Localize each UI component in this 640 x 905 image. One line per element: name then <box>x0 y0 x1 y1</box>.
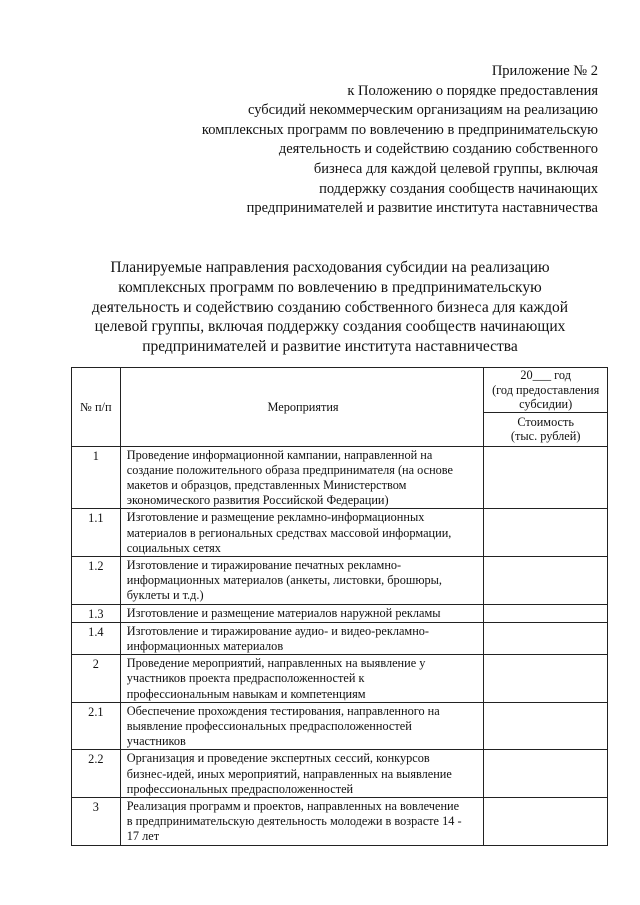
table-row <box>72 446 608 509</box>
activity-line: Проведение информационной кампании, направленной на <box>126 447 433 462</box>
activity-line: Проведение мероприятий, направленных на выявление у <box>126 656 426 671</box>
appendix-line: комплексных программ по вовлечению в предпринимательскую <box>201 121 598 138</box>
row-cost <box>484 750 608 798</box>
appendix-line: бизнеса для каждой целевой группы, включая <box>313 160 598 177</box>
row-number: 1.2 <box>72 556 121 604</box>
activity-line: в предпринимательскую деятельность молодежи в возрасте 14 - <box>126 814 462 829</box>
activity-line: участников <box>126 734 186 749</box>
table-row <box>72 797 608 845</box>
header-cost-line: Стоимость <box>517 414 574 429</box>
activity-line: информационных материалов <box>126 638 284 653</box>
header-year <box>484 368 608 413</box>
row-cost <box>484 604 608 622</box>
activity-line: Организация и проведение экспертных сессий, конкурсов <box>126 751 430 766</box>
appendix-line: Приложение № 2 <box>491 63 598 79</box>
activity-line: профессиональных предрасположенностей <box>126 781 354 796</box>
row-cost <box>484 556 608 604</box>
row-activity <box>120 446 484 509</box>
table-row <box>72 750 608 798</box>
activity-line: Изготовление и размещение рекламно-информационных <box>126 510 425 525</box>
row-cost <box>484 509 608 557</box>
activity-line: Изготовление и тиражирование аудио- и видео-рекламно- <box>126 623 430 638</box>
title-line: комплексных программ по вовлечению в предпринимательскую <box>118 278 542 296</box>
table-row <box>72 655 608 703</box>
header-activity: Мероприятия <box>120 368 484 447</box>
title-line: Планируемые направления расходования субсидии на реализацию <box>110 259 550 276</box>
header-num: № п/п <box>72 368 121 447</box>
row-activity <box>120 556 484 604</box>
row-cost <box>484 797 608 845</box>
header-year-line: субсидии) <box>519 397 573 411</box>
row-activity <box>120 509 484 557</box>
expenses-table <box>71 367 608 846</box>
row-activity <box>120 655 484 703</box>
title-line: предпринимателей и развитие института наставничества <box>142 338 518 356</box>
activity-line: социальных сетях <box>126 540 221 555</box>
row-number: 2 <box>72 655 121 703</box>
activity-line: материалов в региональных средствах массовой информации, <box>126 525 452 540</box>
activity-line: создание положительного образа предпринимателя (на основе <box>126 462 454 477</box>
row-number: 1.4 <box>72 622 121 654</box>
activity-line: 17 лет <box>126 829 160 844</box>
document-title <box>90 258 570 357</box>
appendix-line: к Положению о порядке предоставления <box>347 82 598 99</box>
row-number: 2.2 <box>72 750 121 798</box>
activity-line: бизнес-идей, иных мероприятий, направленных на выявление <box>126 766 452 781</box>
row-number: 1 <box>72 446 121 509</box>
appendix-line: деятельность и содействию созданию собственного <box>278 141 598 158</box>
activity-line: участников проекта предрасположенностей к <box>126 671 365 686</box>
row-number: 2.1 <box>72 702 121 750</box>
activity-line: Изготовление и размещение материалов наружной рекламы <box>126 605 441 620</box>
header-cost-line: (тыс. рублей) <box>510 429 581 443</box>
table-header-row <box>72 368 608 413</box>
activity-line: макетов и образцов, представленных Министерством <box>126 477 407 492</box>
row-number: 3 <box>72 797 121 845</box>
table-row <box>72 556 608 604</box>
appendix-line: субсидий некоммерческим организациям на реализацию <box>248 102 598 119</box>
table-row <box>72 604 608 622</box>
appendix-line: поддержку создания сообществ начинающих <box>319 180 598 197</box>
activity-line: Изготовление и тиражирование печатных рекламно- <box>126 557 402 572</box>
row-cost <box>484 702 608 750</box>
table-row <box>72 622 608 654</box>
appendix-line: предпринимателей и развитие института наставничества <box>246 200 598 217</box>
row-activity <box>120 604 484 622</box>
header-cost <box>484 412 608 446</box>
header-year-line: (год предоставления <box>492 382 600 397</box>
activity-line: информационных материалов (анкеты, листовки, брошюры, <box>126 573 442 588</box>
activity-line: Обеспечение прохождения тестирования, направленного на <box>126 703 440 718</box>
row-cost <box>484 446 608 509</box>
table-row <box>72 702 608 750</box>
appendix-caption <box>118 62 598 219</box>
title-line: деятельность и содействию созданию собственного бизнеса для каждой <box>91 298 569 316</box>
row-activity <box>120 702 484 750</box>
activity-line: буклеты и т.д.) <box>126 588 204 603</box>
row-activity <box>120 622 484 654</box>
row-activity <box>120 750 484 798</box>
title-line: целевой группы, включая поддержку создания сообществ начинающих <box>94 318 566 336</box>
table-row <box>72 509 608 557</box>
row-cost <box>484 655 608 703</box>
row-cost <box>484 622 608 654</box>
row-number: 1.3 <box>72 604 121 622</box>
row-activity <box>120 797 484 845</box>
activity-line: экономического развития Российской Федерации) <box>126 493 389 508</box>
activity-line: Реализация программ и проектов, направленных на вовлечение <box>126 798 460 813</box>
activity-line: профессиональным навыкам и компетенциям <box>126 686 366 701</box>
header-year-line: 20___ год <box>520 368 571 382</box>
activity-line: выявление профессиональных предрасположенностей <box>126 718 412 733</box>
table-body <box>72 446 608 845</box>
row-number: 1.1 <box>72 509 121 557</box>
